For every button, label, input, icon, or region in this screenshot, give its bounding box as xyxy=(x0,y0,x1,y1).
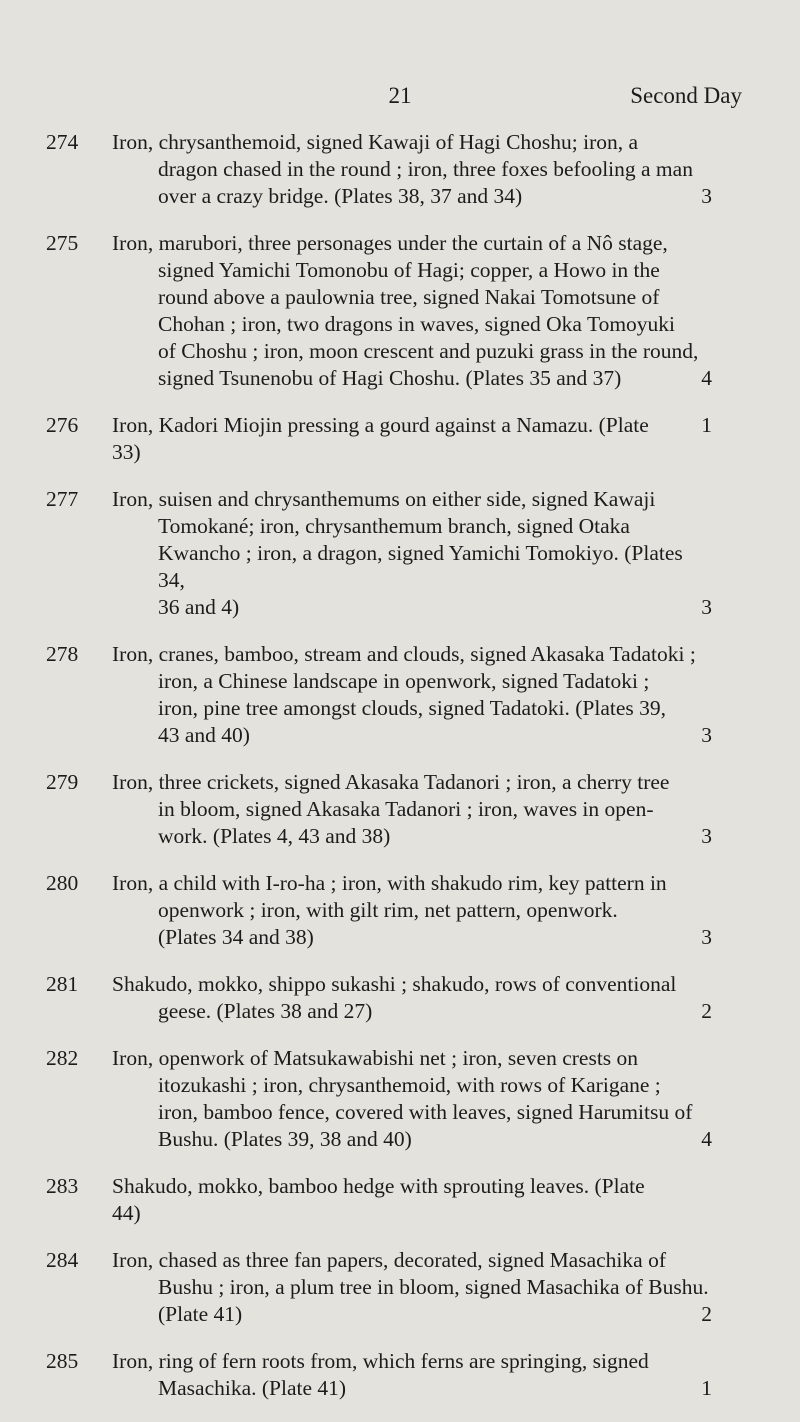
lot-number: 285 xyxy=(46,1349,79,1373)
description-line: dragon chased in the round ; iron, three foxes befooling a man xyxy=(158,157,693,181)
description-line xyxy=(112,412,712,466)
description-text: over a crazy bridge. (Plates 38, 37 and 34) xyxy=(158,184,523,208)
lot-quantity: 4 xyxy=(701,1127,712,1151)
lot-quantity: 4 xyxy=(701,366,712,390)
description-line: Shakudo, mokko, shippo sukashi ; shakudo, rows of conventional xyxy=(112,972,677,996)
lot-description xyxy=(112,230,712,392)
description-line: Kwancho ; iron, a dragon, signed Yamichi Tomokiyo. (Plates 34, xyxy=(158,541,683,592)
lot-quantity: 3 xyxy=(701,184,712,208)
description-line: of Choshu ; iron, moon crescent and puzuki grass in the round, xyxy=(158,339,699,363)
description-line: Iron, marubori, three personages under the curtain of a Nô stage, xyxy=(112,231,668,255)
lot-number: 284 xyxy=(46,1248,79,1272)
page-number: 21 xyxy=(388,83,412,108)
lot-quantity: 3 xyxy=(701,925,712,949)
lot-description xyxy=(112,971,712,1025)
description-line xyxy=(112,1375,712,1402)
description-line: round above a paulownia tree, signed Nakai Tomotsune of xyxy=(158,285,660,309)
lot-number: 275 xyxy=(46,231,79,255)
lot-number: 282 xyxy=(46,1046,79,1070)
description-line: iron, pine tree amongst clouds, signed Tadatoki. (Plates 39, xyxy=(158,696,667,720)
lot-number: 276 xyxy=(46,413,79,437)
lot-entry xyxy=(0,129,800,210)
lot-quantity: 1 xyxy=(701,413,712,437)
description-text: (Plates 34 and 38) xyxy=(158,925,314,949)
lot-description xyxy=(112,486,712,621)
lot-entry xyxy=(0,230,800,392)
description-text: Masachika. (Plate 41) xyxy=(158,1376,347,1400)
lot-number: 281 xyxy=(46,972,79,996)
description-line: Iron, a child with I-ro-ha ; iron, with shakudo rim, key pattern in xyxy=(112,871,667,895)
lot-entry xyxy=(0,1173,800,1227)
description-line: Iron, suisen and chrysanthemums on either side, signed Kawaji xyxy=(112,487,656,511)
description-line xyxy=(112,594,712,621)
lot-entry xyxy=(0,769,800,850)
description-line: Iron, openwork of Matsukawabishi net ; iron, seven crests on xyxy=(112,1046,639,1070)
lot-description xyxy=(112,129,712,210)
lot-entry xyxy=(0,870,800,951)
description-line: itozukashi ; iron, chrysanthemoid, with rows of Karigane ; xyxy=(158,1073,661,1097)
lot-quantity: 3 xyxy=(701,824,712,848)
description-line: iron, bamboo fence, covered with leaves, signed Harumitsu of xyxy=(158,1100,693,1124)
lot-description xyxy=(112,412,712,466)
description-line: signed Yamichi Tomonobu of Hagi; copper, a Howo in the xyxy=(158,258,660,282)
description-text: Iron, Kadori Miojin pressing a gourd against a Namazu. (Plate 33) xyxy=(112,413,649,464)
description-text: 43 and 40) xyxy=(158,723,250,747)
description-text: 36 and 4) xyxy=(158,595,240,619)
description-line xyxy=(112,183,712,210)
lot-entry xyxy=(0,1348,800,1402)
description-line: Bushu ; iron, a plum tree in bloom, signed Masachika of Bushu. xyxy=(158,1275,709,1299)
lot-entry xyxy=(0,486,800,621)
lot-description xyxy=(112,870,712,951)
description-line xyxy=(112,924,712,951)
lot-quantity: 2 xyxy=(701,999,712,1023)
description-line: Iron, three crickets, signed Akasaka Tadanori ; iron, a cherry tree xyxy=(112,770,670,794)
running-title: Second Day xyxy=(630,83,742,108)
description-line xyxy=(112,998,712,1025)
lot-description xyxy=(112,1348,712,1402)
lot-number: 283 xyxy=(46,1174,79,1198)
description-line: in bloom, signed Akasaka Tadanori ; iron, waves in open- xyxy=(158,797,654,821)
lot-number: 278 xyxy=(46,642,79,666)
lot-entry xyxy=(0,1247,800,1328)
description-text: Shakudo, mokko, bamboo hedge with sprouting leaves. (Plate 44) xyxy=(112,1174,645,1225)
lot-quantity: 3 xyxy=(701,595,712,619)
description-text: geese. (Plates 38 and 27) xyxy=(158,999,373,1023)
description-line: Iron, chrysanthemoid, signed Kawaji of Hagi Choshu; iron, a xyxy=(112,130,639,154)
description-line xyxy=(112,722,712,749)
lot-quantity: 2 xyxy=(701,1302,712,1326)
lot-description xyxy=(112,1045,712,1153)
description-line xyxy=(112,1173,712,1227)
description-line xyxy=(112,1126,712,1153)
description-text: work. (Plates 4, 43 and 38) xyxy=(158,824,391,848)
description-text: signed Tsunenobu of Hagi Choshu. (Plates 35 and 37) xyxy=(158,366,622,390)
lot-number: 279 xyxy=(46,770,79,794)
lot-entry xyxy=(0,971,800,1025)
lot-number: 280 xyxy=(46,871,79,895)
lot-entry xyxy=(0,641,800,749)
lot-description xyxy=(112,641,712,749)
page-header xyxy=(0,83,800,113)
lot-list xyxy=(0,129,800,1422)
description-line: openwork ; iron, with gilt rim, net pattern, openwork. xyxy=(158,898,618,922)
description-line xyxy=(112,365,712,392)
lot-description xyxy=(112,1247,712,1328)
description-line: iron, a Chinese landscape in openwork, signed Tadatoki ; xyxy=(158,669,650,693)
lot-description xyxy=(112,769,712,850)
description-line xyxy=(112,823,712,850)
lot-quantity: 1 xyxy=(701,1376,712,1400)
lot-quantity: 3 xyxy=(701,723,712,747)
description-line: Chohan ; iron, two dragons in waves, signed Oka Tomoyuki xyxy=(158,312,676,336)
description-line: Tomokané; iron, chrysanthemum branch, signed Otaka xyxy=(158,514,630,538)
lot-entry xyxy=(0,412,800,466)
lot-number: 274 xyxy=(46,130,79,154)
description-text: (Plate 41) xyxy=(158,1302,243,1326)
description-text: Bushu. (Plates 39, 38 and 40) xyxy=(158,1127,412,1151)
description-line: Iron, chased as three fan papers, decorated, signed Masachika of xyxy=(112,1248,666,1272)
description-line xyxy=(112,1301,712,1328)
description-line: Iron, cranes, bamboo, stream and clouds, signed Akasaka Tadatoki ; xyxy=(112,642,696,666)
lot-description xyxy=(112,1173,712,1227)
description-line: Iron, ring of fern roots from, which ferns are springing, signed xyxy=(112,1349,649,1373)
lot-number: 277 xyxy=(46,487,79,511)
lot-entry xyxy=(0,1045,800,1153)
